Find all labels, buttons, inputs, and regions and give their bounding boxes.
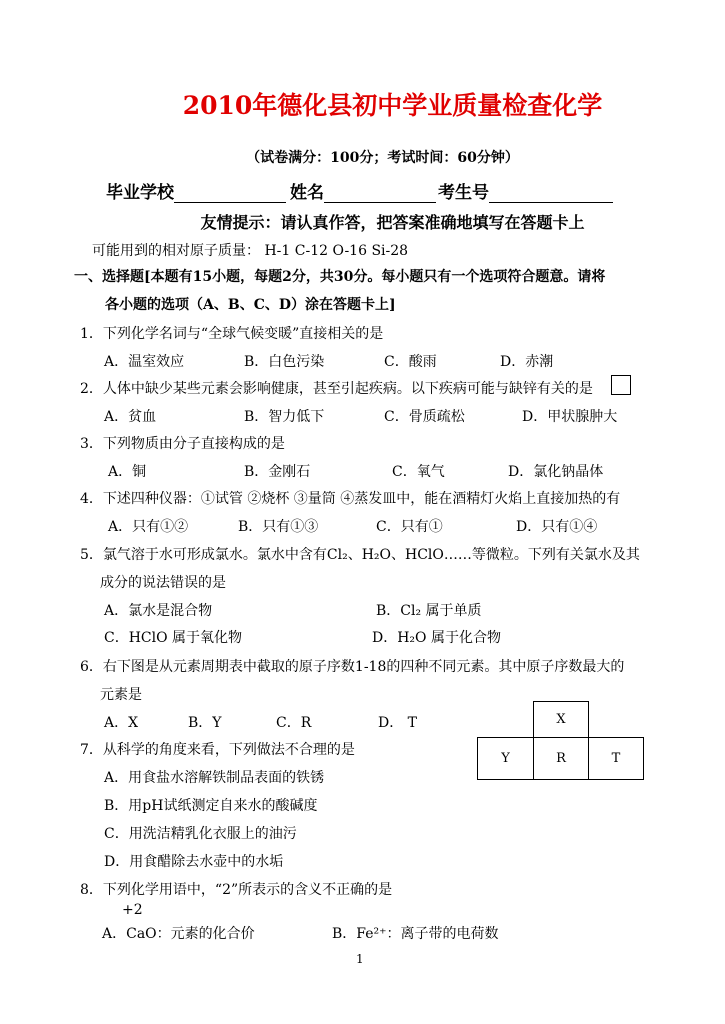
question-6-stem-2: 元素是 [100, 687, 142, 703]
q6-option-b[interactable]: B．Y [188, 715, 222, 731]
q1-option-d[interactable]: D．赤潮 [500, 354, 554, 370]
q1-option-c[interactable]: C．酸雨 [384, 354, 437, 370]
q1-option-b[interactable]: B．白色污染 [244, 354, 325, 370]
q6-option-a[interactable]: A．X [104, 715, 139, 731]
q4-option-b[interactable]: B．只有①③ [238, 519, 319, 535]
q5-option-a[interactable]: A．氯水是混合物 [104, 603, 213, 619]
q2-option-b[interactable]: B．智力低下 [244, 409, 325, 425]
q3-option-b[interactable]: B．金刚石 [244, 464, 311, 480]
q1-option-a[interactable]: A．温室效应 [104, 354, 185, 370]
exam-number-label: 考生号 [438, 183, 489, 203]
question-5-stem-1: 5．氯气溶于水可形成氯水。氯水中含有Cl₂、H₂O、HClO……等微粒。下列有关氯水及其 [80, 547, 640, 563]
element-cell-t: T [588, 737, 644, 780]
q4-option-d[interactable]: D．只有①④ [516, 519, 598, 535]
page-number: 1 [356, 952, 364, 966]
friendly-tip: 友情提示：请认真作答，把答案准确地填写在答题卡上 [200, 213, 585, 232]
q8-option-b[interactable]: B．Fe²⁺：离子带的电荷数 [332, 926, 499, 942]
q2-option-a[interactable]: A．贫血 [104, 409, 157, 425]
question-3-stem: 3．下列物质由分子直接构成的是 [80, 436, 285, 452]
q7-option-a[interactable]: A．用食盐水溶解铁制品表面的铁锈 [104, 770, 325, 786]
element-cell-x: X [533, 701, 589, 738]
question-6-stem-1: 6．右下图是从元素周期表中截取的原子序数1-18的四种不同元素。其中原子序数最大的 [80, 659, 625, 675]
q2-option-c[interactable]: C．骨质疏松 [384, 409, 465, 425]
q4-option-a[interactable]: A．只有①② [108, 519, 189, 535]
section1-instructions-2: 各小题的选项（A、B、C、D）涂在答题卡上] [105, 297, 396, 313]
q6-option-c[interactable]: C．R [276, 715, 312, 731]
page-title: 2010年德化县初中学业质量检查化学 [182, 91, 603, 120]
q8-option-a[interactable]: A．CaO：元素的化合价 [102, 926, 255, 942]
school-field[interactable] [106, 178, 286, 203]
question-2-stem: 2．人体中缺少某些元素会影响健康，甚至引起疾病。以下疾病可能与缺锌有关的是 [80, 381, 593, 397]
element-cell-r: R [533, 737, 589, 780]
name-blank[interactable] [324, 184, 436, 203]
exam-number-blank[interactable] [489, 184, 613, 203]
q7-option-c[interactable]: C．用洗洁精乳化衣服上的油污 [104, 826, 297, 842]
question-4-stem: 4．下述四种仪器：①试管 ②烧杯 ③量筒 ④蒸发皿中，能在酒精灯火焰上直接加热的有 [80, 491, 621, 507]
school-blank[interactable] [174, 184, 286, 203]
question-5-stem-2: 成分的说法错误的是 [100, 575, 226, 591]
element-cell-y: Y [477, 737, 534, 780]
q2-option-d[interactable]: D．甲状腺肿大 [522, 409, 618, 425]
q5-option-d[interactable]: D．H₂O 属于化合物 [372, 630, 501, 646]
exam-number-field[interactable] [438, 178, 613, 203]
name-label: 姓名 [290, 183, 324, 203]
q6-option-d[interactable]: D． T [378, 715, 418, 731]
question-7-stem: 7．从科学的角度来看，下列做法不合理的是 [80, 742, 355, 758]
question-8-stem: 8．下列化学用语中，“2”所表示的含义不正确的是 [80, 882, 393, 898]
q3-option-a[interactable]: A．铜 [108, 464, 147, 480]
school-label: 毕业学校 [106, 183, 174, 203]
q4-option-c[interactable]: C．只有① [376, 519, 443, 535]
answer-box[interactable] [611, 375, 631, 395]
exam-subtitle: （试卷满分：100分；考试时间：60分钟） [246, 150, 519, 166]
q7-option-b[interactable]: B．用pH试纸测定自来水的酸碱度 [104, 798, 318, 814]
q3-option-d[interactable]: D．氯化钠晶体 [508, 464, 604, 480]
q3-option-c[interactable]: C．氧气 [392, 464, 445, 480]
q7-option-d[interactable]: D．用食醋除去水壶中的水垢 [104, 854, 284, 870]
question-1-stem: 1．下列化学名词与“全球气候变暖”直接相关的是 [80, 326, 384, 342]
q5-option-c[interactable]: C．HClO 属于氧化物 [104, 630, 243, 646]
name-field[interactable] [290, 178, 436, 203]
q5-option-b[interactable]: B．Cl₂ 属于单质 [376, 603, 482, 619]
atomic-mass-line: 可能用到的相对原子质量： H-1 C-12 O-16 Si-28 [92, 243, 409, 259]
valence-superscript: +2 [122, 902, 143, 918]
section1-instructions-1: 一、选择题[本题有15小题，每题2分，共30分。每小题只有一个选项符合题意。请将 [74, 269, 606, 285]
